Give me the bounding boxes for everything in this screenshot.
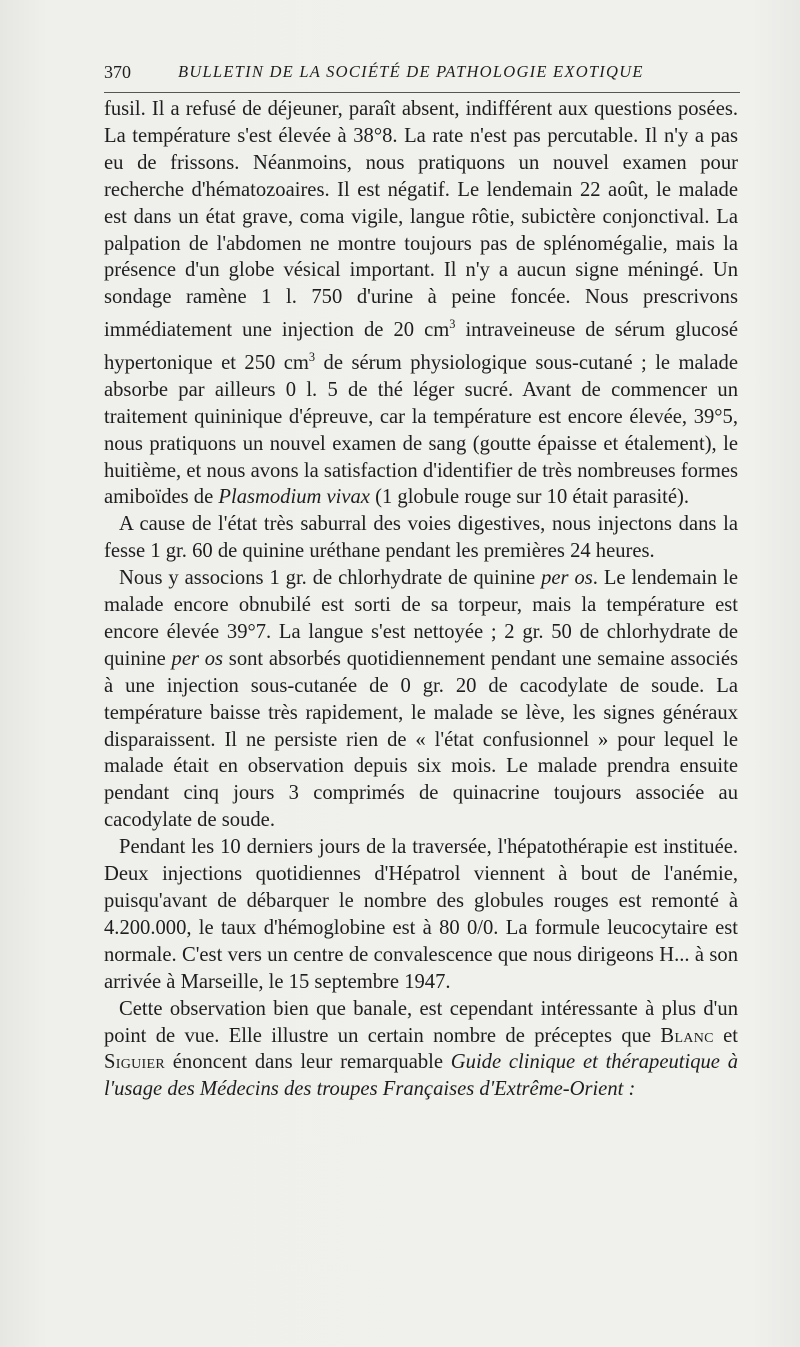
text-run: Cette observation bien que banale, est cependant intéressante à plus d'un point de vue. Elle illustre un certain nombre de préceptes que <box>104 997 738 1047</box>
text-run: fusil. Il a refusé de déjeuner, paraît absent, indifférent aux questions posées. La température s'est élevée à 38°8. La rate n'est pas percutable. Il n'y a pas eu de frissons. Néanmoins, nous pratiquons un nouvel examen pour recherche d'hématozoaires. Il est négatif. Le lendemain 22 août, le malade est dans un état grave, coma vigile, langue rôtie, subictère conjonctival. La palpation de l'abdomen ne montre toujours pas de splénomégalie, mais la présence d'un globe vésical important. Il n'y a aucun signe méningé. Un sondage ramène 1 l. 750 d'urine à peine foncée. Nous prescrivons immédiatement une injection de 20 cm <box>104 98 738 342</box>
author-name: Blanc <box>660 1024 714 1047</box>
text-run: . Le lendemain le malade encore obnubilé est sorti de sa torpeur, mais la température est encore élevée 39°7. La langue s'est nettoyée ; 2 gr. 50 de chlorhydrate de quinine <box>104 567 738 670</box>
paragraph <box>104 565 738 834</box>
text-run: intraveineuse de sérum glucosé hypertonique et 250 cm <box>104 319 738 374</box>
superscript: 3 <box>308 350 316 365</box>
article-body <box>104 96 738 1103</box>
paragraph <box>104 834 738 995</box>
superscript: 3 <box>449 317 456 332</box>
italic-text: Plasmodium vivax <box>218 486 370 509</box>
text-run: Pendant les 10 derniers jours de la traversée, l'hépatothérapie est instituée. Deux injections quotidiennes d'Hépatrol viennent à bout de l'anémie, puisqu'avant de débarquer le nombre des globules rouges est remonté à 4.200.000, le taux d'hémoglobine est à 80 0/0. La formule leucocytaire est normale. C'est vers un centre de convalescence que nous dirigeons H... à son arrivée à Marseille, le 15 septembre 1947. <box>104 836 738 993</box>
author-name: Siguier <box>104 1051 165 1074</box>
italic-text: per os <box>541 567 593 590</box>
italic-text: Guide clinique et thérapeutique à l'usage des Médecins des troupes Françaises d'Extrême-Orient : <box>104 1051 738 1101</box>
text-run: A cause de l'état très saburral des voies digestives, nous injectons dans la fesse 1 gr. 60 de quinine uréthane pendant les premières 24 heures. <box>104 513 738 563</box>
paragraph <box>104 511 738 565</box>
text-run: (1 globule rouge sur 10 était parasité). <box>369 486 690 509</box>
text-run: Nous y associons 1 gr. de chlorhydrate de quinine <box>119 567 542 590</box>
text-run: énoncent dans leur remarquable <box>165 1051 451 1074</box>
page-number: 370 <box>104 62 131 82</box>
italic-text: per os <box>171 647 224 670</box>
running-title: BULLETIN DE LA SOCIÉTÉ DE PATHOLOGIE EXOTIQUE <box>178 62 644 81</box>
text-run: sont absorbés quotidiennement pendant une semaine associés à une injection sous-cutanée de 0 gr. 20 de cacodylate de soude. La température baisse très rapidement, le malade se lève, les signes généraux disparaissent. Il ne persiste rien de « l'état confusionnel » pour lequel le malade était en observation depuis six mois. Le malade prendra ensuite pendant cinq jours 3 comprimés de quinacrine toujours associée au cacodylate de soude. <box>104 647 738 832</box>
text-run: de sérum physiologique sous-cutané ; le malade absorbe par ailleurs 0 l. 5 de thé léger sucré. Avant de commencer un traitement quininique d'épreuve, car la température est encore élevée, 39°5, nous pratiquons un nouvel examen de sang (goutte épaisse et étalement), le huitième, et nous avons la satisfaction d'identifier de très nombreuses formes amiboïdes de <box>104 351 738 509</box>
header-rule <box>104 92 740 93</box>
paragraph <box>104 96 738 511</box>
paragraph <box>104 996 738 1104</box>
page-header <box>104 58 738 86</box>
text-run: et <box>713 1024 739 1047</box>
